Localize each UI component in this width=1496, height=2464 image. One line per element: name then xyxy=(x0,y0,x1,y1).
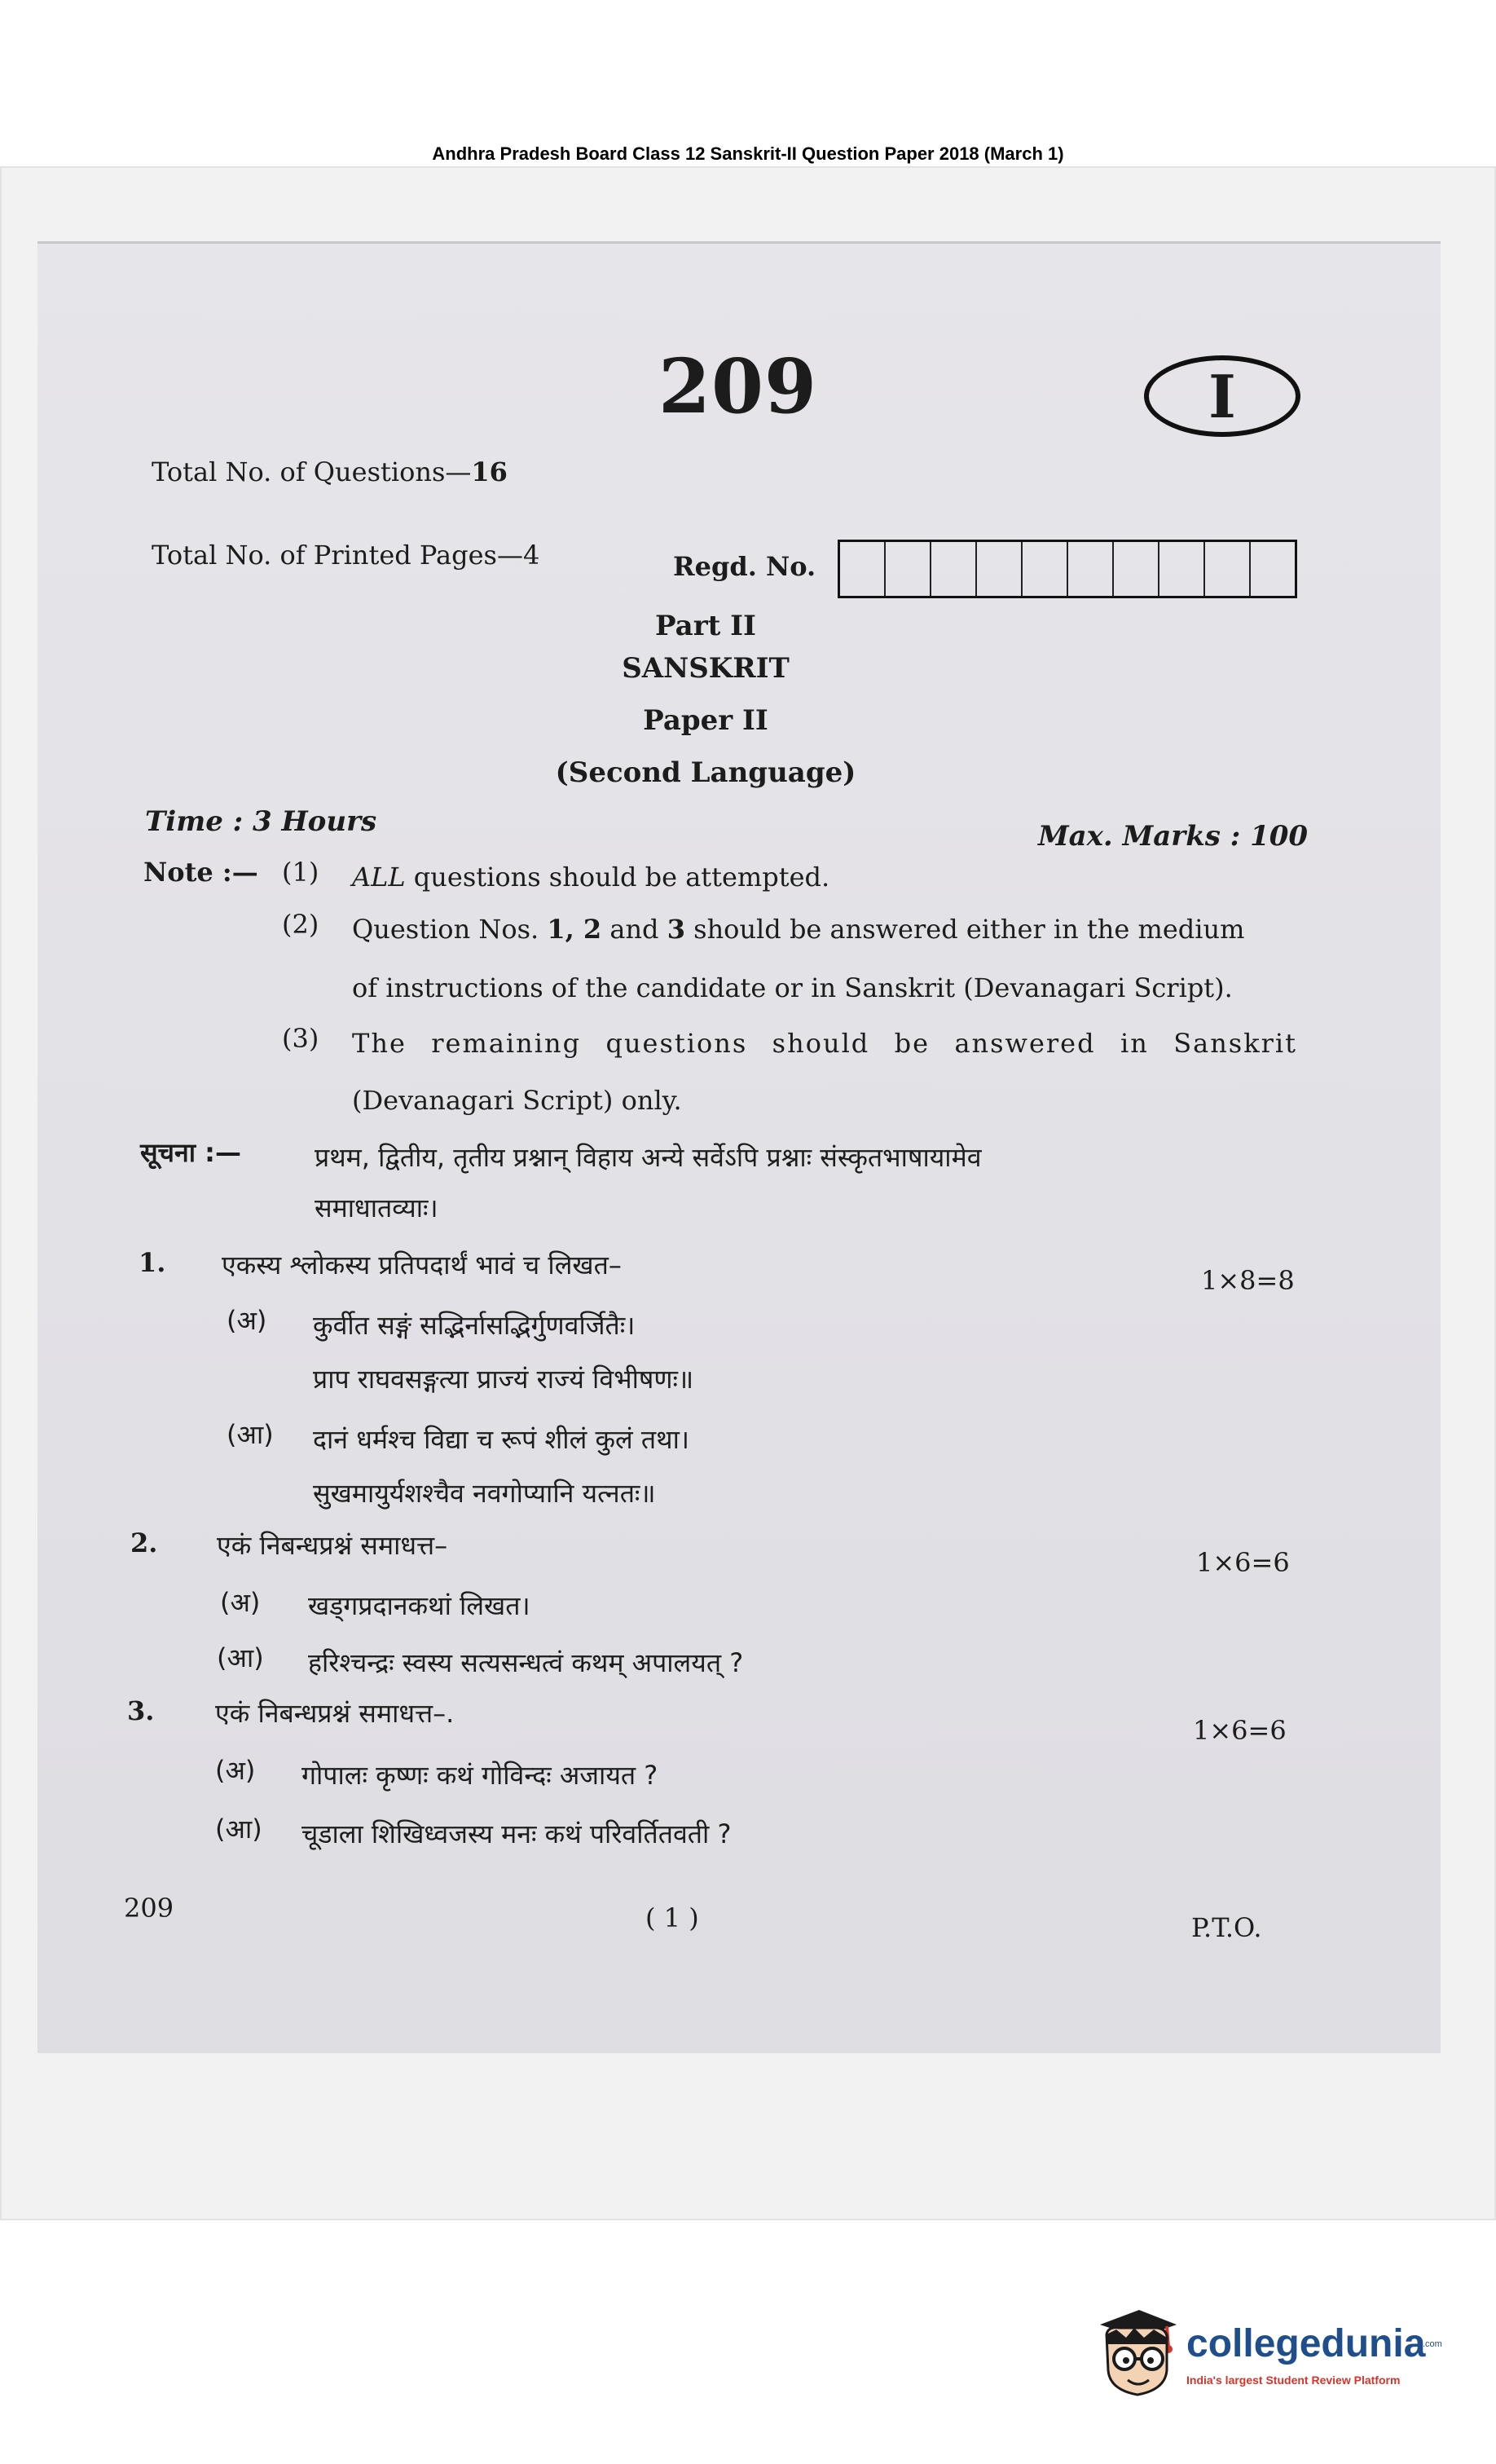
footer-paper-code: 209 xyxy=(124,1893,174,1924)
question-3-marks: 1×6=6 xyxy=(1193,1715,1287,1746)
note-3-num: (3) xyxy=(282,1023,319,1054)
note-2-mid: and xyxy=(601,914,667,945)
question-1a-label: (अ) xyxy=(227,1305,267,1336)
suchana-line2: समाधातव्याः। xyxy=(315,1192,438,1223)
note-1-body: questions should be attempted. xyxy=(405,862,830,893)
question-3b-label: (आ) xyxy=(215,1814,262,1845)
note-1-emphasis: ALL xyxy=(352,862,406,893)
language-label: (Second Language) xyxy=(555,756,856,789)
regd-digit-box[interactable] xyxy=(1068,542,1114,596)
note-3-line1: The remaining questions should be answered in Sanskrit xyxy=(352,1028,1297,1059)
question-1b-line1: दानं धर्मश्च विद्या च रूपं शीलं कुलं तथा। xyxy=(313,1424,689,1455)
regd-digit-box[interactable] xyxy=(840,542,886,596)
question-2b-line1: हरिश्चन्द्रः स्वस्य सत्यसन्धत्वं कथम् अपालयत् ? xyxy=(308,1647,744,1678)
question-1b-line2: सुखमायुर्यशश्चैव नवगोप्यानि यत्नतः॥ xyxy=(313,1478,656,1509)
regd-no-label: Regd. No. xyxy=(673,551,816,582)
paper-number-label: Paper II xyxy=(643,704,768,737)
question-1a-line1: कुर्वीत सङ्गं सद्भिर्नासद्भिर्गुणवर्जितैः। xyxy=(313,1310,636,1341)
suchana-label: सूचना :— xyxy=(140,1137,241,1168)
note-2-pre: Question Nos. xyxy=(352,914,548,945)
set-indicator-oval xyxy=(1144,355,1300,437)
question-3-number: 3. xyxy=(127,1695,155,1726)
student-mascot-icon xyxy=(1092,2305,1181,2403)
max-marks-label: Max. Marks : 100 xyxy=(1038,820,1309,853)
question-3b-line1: चूडाला शिखिध्वजस्य मनः कथं परिवर्तितवती ? xyxy=(301,1818,732,1849)
footer-pto: P.T.O. xyxy=(1191,1912,1262,1943)
subject-label: SANSKRIT xyxy=(622,652,790,685)
question-1-number: 1. xyxy=(139,1247,166,1278)
brand-name: collegedunia xyxy=(1186,2322,1426,2365)
regd-digit-box[interactable] xyxy=(1251,542,1295,596)
question-2b-label: (आ) xyxy=(217,1642,264,1673)
total-pages xyxy=(152,540,539,571)
brand-tagline: India's largest Student Review Platform xyxy=(1186,2374,1401,2387)
question-2a-line1: खड्गप्रदानकथां लिखत। xyxy=(308,1590,530,1621)
regd-digit-box[interactable] xyxy=(1159,542,1205,596)
question-1-stem: एकस्य श्लोकस्य प्रतिपदार्थं भावं च लिखत– xyxy=(222,1250,622,1280)
time-label: Time : 3 Hours xyxy=(145,805,377,838)
question-1b-label: (आ) xyxy=(227,1419,274,1450)
note-2-post: should be answered either in the medium xyxy=(684,914,1245,945)
regd-digit-box[interactable] xyxy=(886,542,931,596)
note-2-bold: 1, 2 xyxy=(547,914,602,945)
footer-page-number: ( 1 ) xyxy=(645,1902,699,1933)
regd-digit-box[interactable] xyxy=(1205,542,1251,596)
question-2-stem: एकं निबन्धप्रश्नं समाधत्त– xyxy=(217,1530,448,1561)
note-1-text xyxy=(352,862,829,893)
question-2-number: 2. xyxy=(130,1527,158,1558)
question-3a-line1: गोपालः कृष्णः कथं गोविन्दः अजायत ? xyxy=(301,1760,658,1791)
paper-code: 209 xyxy=(658,342,818,430)
total-pages-value: 4 xyxy=(522,540,540,571)
question-3-stem: एकं निबन्धप्रश्नं समाधत्त–. xyxy=(215,1698,455,1729)
note-2-line1 xyxy=(352,915,1297,945)
part-label: Part II xyxy=(655,610,756,642)
brand-domain-suffix: .com xyxy=(1423,2339,1442,2349)
regd-digit-box[interactable] xyxy=(1023,542,1068,596)
set-label: I xyxy=(1208,361,1236,431)
total-questions xyxy=(152,456,508,487)
regd-digit-box[interactable] xyxy=(1114,542,1159,596)
regd-digit-box[interactable] xyxy=(977,542,1023,596)
question-2a-label: (अ) xyxy=(220,1587,261,1618)
suchana-line1: प्रथम, द्वितीय, तृतीय प्रश्नान् विहाय अन्ये सर्वेऽपि प्रश्नाः संस्कृतभाषायामेव xyxy=(315,1142,982,1173)
regd-digit-box[interactable] xyxy=(931,542,977,596)
note-2-num: (2) xyxy=(282,909,319,940)
document-header-title: Andhra Pradesh Board Class 12 Sanskrit-II Question Paper 2018 (March 1) xyxy=(432,143,1064,164)
question-2-marks: 1×6=6 xyxy=(1196,1547,1290,1578)
total-pages-label: Total No. of Printed Pages— xyxy=(152,540,523,571)
note-label: Note :— xyxy=(143,857,258,888)
question-1-marks: 1×8=8 xyxy=(1201,1265,1295,1296)
note-2-bold2: 3 xyxy=(667,914,685,945)
note-3-line2: (Devanagari Script) only. xyxy=(352,1085,682,1116)
question-1a-line2: प्राप राघवसङ्गत्या प्राज्यं राज्यं विभीषणः॥ xyxy=(313,1364,694,1395)
note-2-line2: of instructions of the candidate or in Sanskrit (Devanagari Script). xyxy=(352,972,1233,1003)
note-1-num: (1) xyxy=(282,857,319,888)
total-questions-value: 16 xyxy=(471,456,508,487)
question-3a-label: (अ) xyxy=(215,1755,256,1786)
total-questions-label: Total No. of Questions— xyxy=(152,456,472,487)
regd-no-boxes[interactable] xyxy=(838,540,1297,598)
